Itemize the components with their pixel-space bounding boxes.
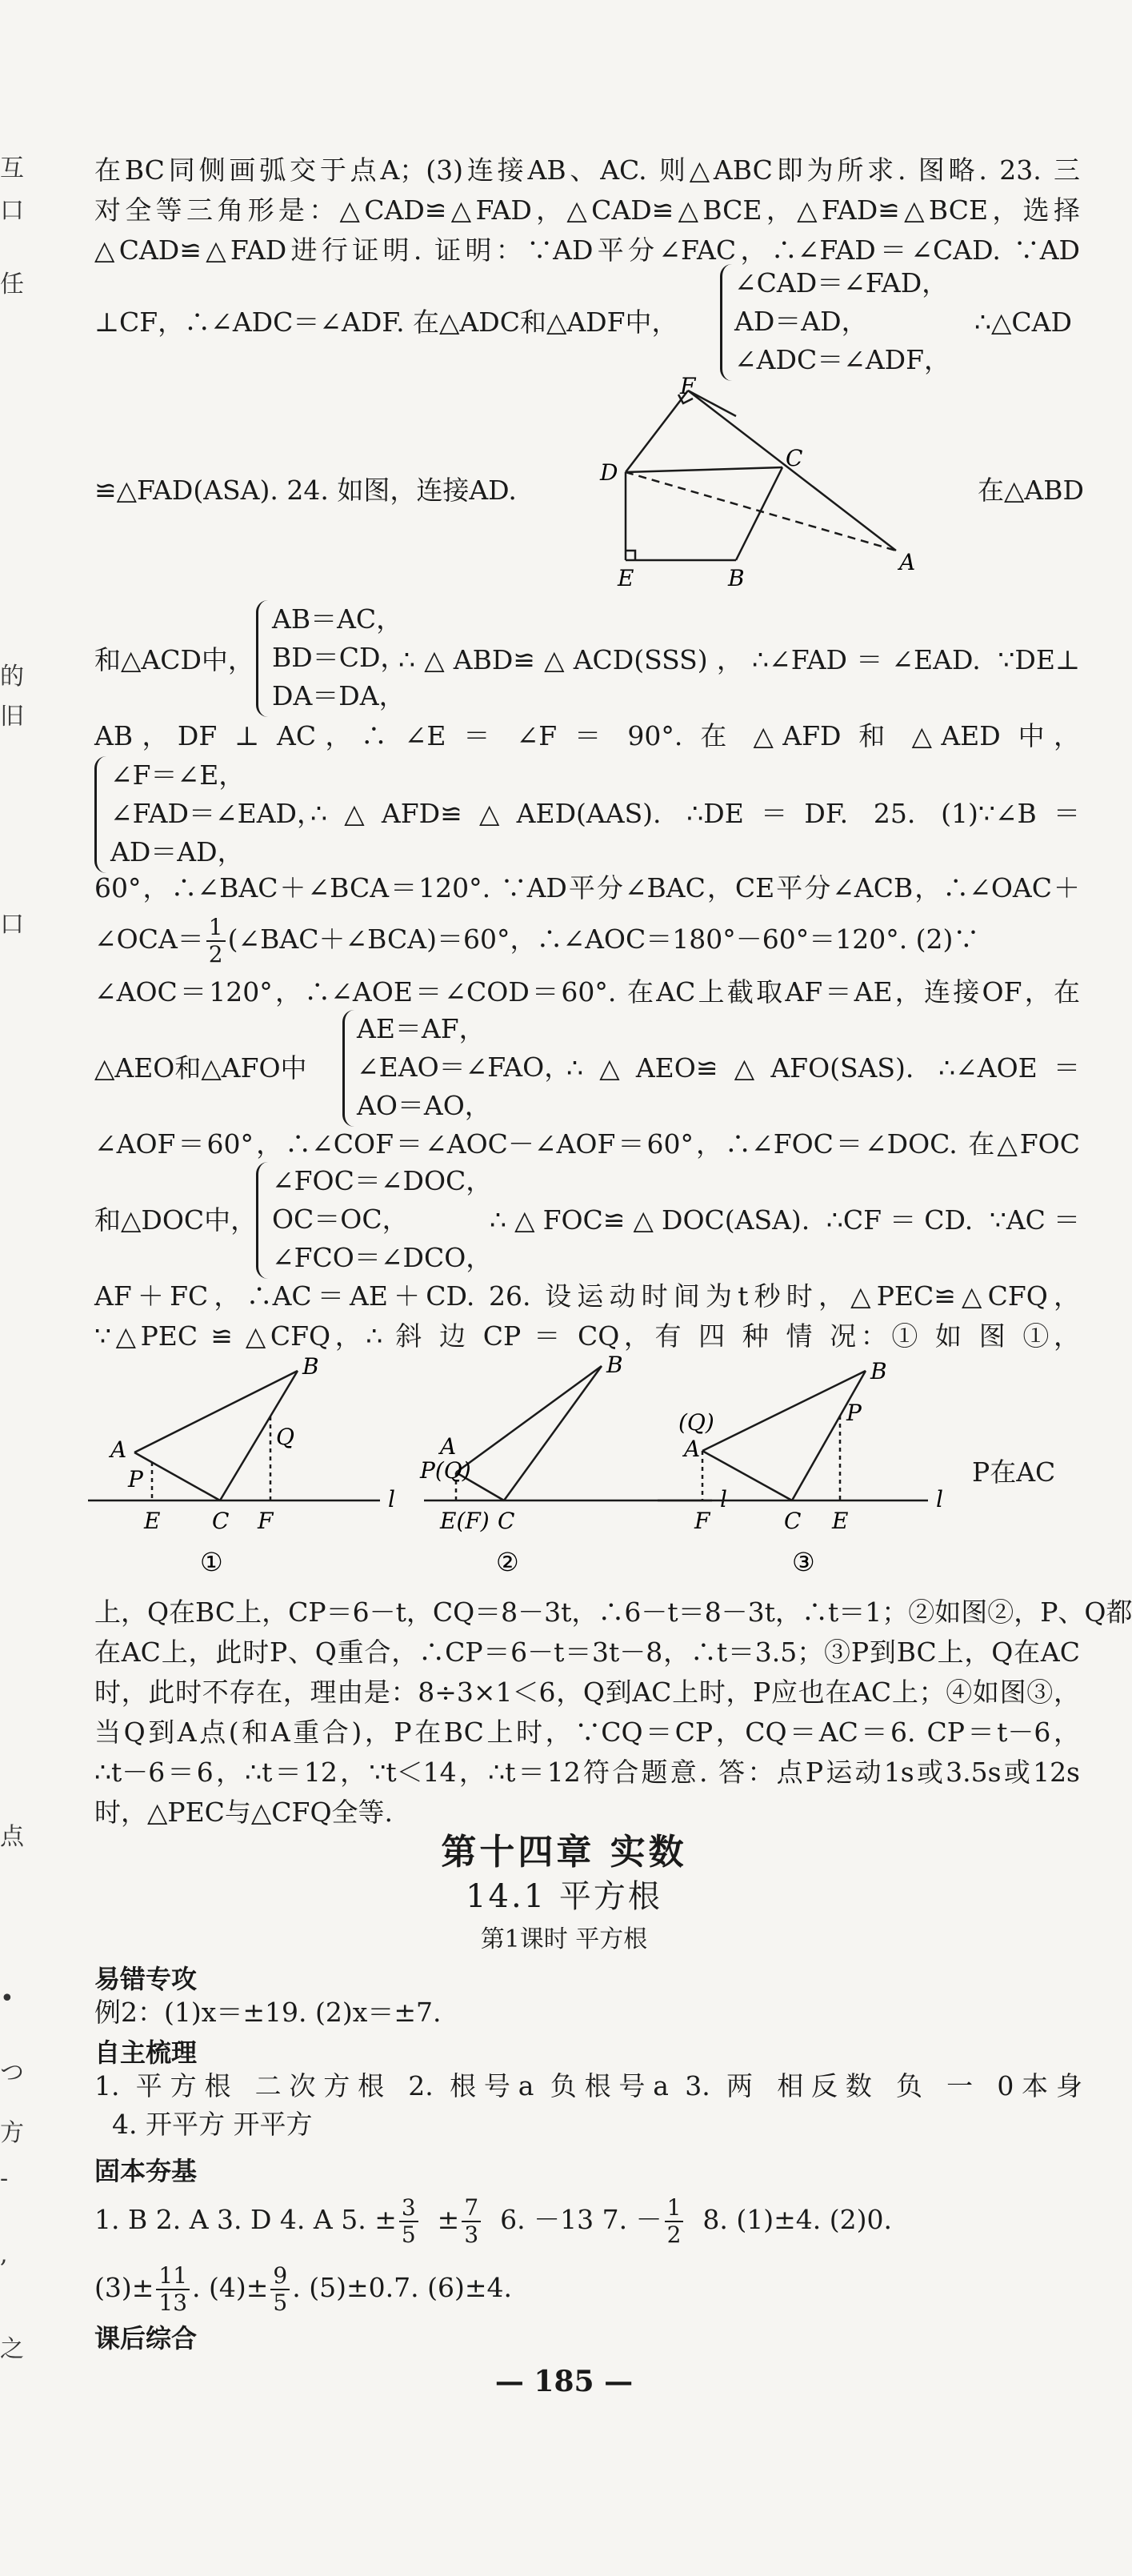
fig3-label-A: A [684, 1436, 701, 1462]
fig2-label-B: B [606, 1352, 623, 1378]
fig1-label-Q: Q [276, 1424, 294, 1450]
fig1-label-B: B [302, 1353, 319, 1380]
text-part: 8. (1)±4. (2)0. [702, 2204, 892, 2235]
fig1-number: ① [200, 1547, 223, 1577]
denominator: 2 [666, 2221, 682, 2248]
equation-system [734, 264, 950, 379]
lesson-title: 第1课时 平方根 [480, 1925, 648, 1953]
text-line: ∴△FOC≌△DOC(ASA). ∴CF＝CD. ∵AC＝ [490, 1204, 1080, 1236]
text-line: 和△ACD中， [94, 644, 254, 675]
chapter-title: 第十四章 实数 [441, 1832, 687, 1873]
text-part: 6. －13 7. － [500, 2204, 662, 2235]
denominator: 5 [401, 2221, 416, 2248]
margin-char: • [0, 1985, 14, 2013]
margin-char: 口 [0, 911, 24, 939]
section-heading: 自主梳理 [94, 2037, 198, 2068]
text-line: 当Q到A点(和A重合)，P在BC上时，∵CQ＝CP，CQ＝AC＝6. CP＝t－6， [94, 1717, 1080, 1748]
margin-char: 任 [0, 270, 24, 298]
section-heading: 课后综合 [94, 2323, 198, 2354]
text-line: 例2：(1)x＝±19. (2)x＝±7. [94, 1997, 442, 2028]
text-line: P在AC [972, 1456, 1056, 1488]
label-B: B [728, 565, 745, 591]
label-E: E [618, 565, 634, 591]
fig3-label-E: E [832, 1508, 849, 1534]
numerator: 3 [399, 2197, 418, 2222]
section-title: 14.1 平方根 [466, 1878, 662, 1915]
text-line: AB，DF ⊥ AC，∴ ∠E ＝ ∠F ＝ 90°. 在 △AFD 和 △AED 中， [94, 720, 1080, 751]
text-line [94, 2194, 892, 2248]
denominator: 13 [158, 2290, 188, 2316]
equation: AO＝AO， [357, 1090, 491, 1121]
text-part: (∠BAC＋∠BCA)＝60°，∴∠AOC＝180°－60°＝120°. (2)∵ [227, 923, 980, 955]
denominator: 5 [273, 2290, 288, 2316]
equation: BD＝CD， [272, 642, 407, 673]
fig1-label-E: E [144, 1508, 161, 1534]
margin-char: 旧 [0, 703, 24, 731]
equation-system [110, 756, 323, 871]
fig3-number: ③ [792, 1547, 815, 1577]
fig3-label-Q: (Q) [678, 1409, 714, 1436]
text-line: ⊥CF，∴∠ADC＝∠ADF. 在△ADC和△ADF中， [94, 306, 678, 338]
margin-char: つ [0, 2059, 24, 2087]
text-line [94, 2262, 512, 2316]
fig1-label-F: F [258, 1508, 274, 1534]
fig2-label-PQ: P(Q) [420, 1457, 471, 1484]
page-number: — 185 — [494, 2365, 634, 2398]
fig2-label-A: A [440, 1433, 457, 1460]
text-line: △AEO和△AFO中 [94, 1052, 307, 1084]
section-heading: 固本夯基 [94, 2156, 198, 2186]
margin-char: , [0, 2241, 8, 2269]
text-line: 上，Q在BC上，CP＝6－t，CQ＝8－3t，∴6－t＝8－3t，∴t＝1；②如图②，P、Q都 [94, 1596, 1132, 1628]
numerator: 1 [206, 916, 226, 942]
text-line: ∠AOC＝120°，∴∠AOE＝∠COD＝60°. 在AC上截取AF＝AE，连接OF，在 [94, 976, 1080, 1008]
equation: ∠F＝∠E， [110, 759, 246, 791]
margin-char: 之 [0, 2335, 24, 2363]
text-line: ∴t－6＝6，∴t＝12，∵t＜14，∴t＝12符合题意. 答：点P运动1s或3.5s或12s [94, 1757, 1080, 1788]
label-D: D [600, 459, 618, 486]
numerator: 1 [665, 2197, 684, 2222]
fraction [270, 2262, 290, 2316]
text-line: ∴△AFD≌△AED(AAS). ∴DE＝DF. 25. (1)∵∠B＝ [310, 798, 1080, 829]
fraction [462, 2194, 481, 2248]
text-line: △CAD≌△FAD进行证明. 证明：∵AD平分∠FAC，∴∠FAD＝∠CAD. ∵AD [94, 234, 1080, 266]
brace [256, 600, 268, 717]
equation: ∠FAD＝∠EAD， [110, 798, 323, 829]
label-C: C [786, 445, 803, 471]
equation: ∠FOC＝∠DOC， [272, 1165, 493, 1196]
text-line: AF＋FC，∴AC＝AE＋CD. 26. 设运动时间为t秒时，△PEC≌△CFQ， [94, 1280, 1080, 1312]
text-part: ∠OCA＝ [94, 923, 204, 955]
brace [256, 1162, 268, 1279]
denominator: 3 [464, 2221, 479, 2248]
text-part: . (5)±0.7. (6)±4. [292, 2272, 512, 2303]
text-part: (3)± [94, 2272, 154, 2303]
text-line: 4. 开平方 开平方 [112, 2109, 313, 2140]
margin-char: 口 [0, 197, 24, 225]
equation: ∠FCO＝∠DCO， [272, 1242, 493, 1273]
text-line: 对全等三角形是：△CAD≌△FAD，△CAD≌△BCE，△FAD≌△BCE，选择 [94, 194, 1080, 226]
equation: ∠ADC＝∠ADF， [734, 344, 951, 375]
margin-char: 互 [0, 154, 24, 182]
text-line: 和△DOC中， [94, 1204, 258, 1236]
margin-char: 的 [0, 663, 24, 691]
brace [720, 264, 732, 381]
equation: ∠EAO＝∠FAO， [357, 1052, 571, 1083]
text-line: 在AC上，此时P、Q重合，∴CP＝6－t＝3t－8，∴t＝3.5；③P到BC上，Q在AC [94, 1637, 1080, 1668]
text-part: . (4)± [192, 2272, 269, 2303]
text-line [94, 916, 1080, 966]
brace [342, 1010, 354, 1127]
numerator: 7 [462, 2197, 481, 2222]
label-A: A [899, 549, 916, 575]
text-part: ± [437, 2204, 460, 2235]
equation: AB＝AC， [272, 603, 403, 635]
label-F: F [680, 373, 696, 399]
numerator: 11 [156, 2265, 190, 2290]
text-line: ∴△CAD [974, 306, 1072, 338]
fig2-number: ② [496, 1547, 519, 1577]
fig2-label-C: C [498, 1508, 515, 1534]
text-line: 时，△PEC与△CFQ全等. [94, 1797, 393, 1828]
fraction [399, 2194, 418, 2248]
numerator: 9 [270, 2265, 290, 2290]
fraction-half [206, 916, 226, 966]
margin-char: 方 [0, 2119, 24, 2147]
fig3-label-B: B [870, 1358, 887, 1384]
text-line: ∴△ABD≌△ACD(SSS)，∴∠FAD＝∠EAD. ∵DE⊥ [398, 644, 1080, 675]
fraction [156, 2262, 190, 2316]
fig1-label-C: C [212, 1508, 230, 1534]
section-heading: 易错专攻 [94, 1964, 198, 1994]
fraction [665, 2194, 684, 2248]
text-line: 在△ABD [978, 475, 1084, 506]
fig1-label-P: P [128, 1466, 143, 1492]
text-line: ∵△PEC ≌ △CFQ，∴ 斜 边 CP ＝ CQ，有 四 种 情 况：① 如 图 ①， [94, 1320, 1080, 1352]
fig2-label-EF: E(F) [440, 1508, 490, 1534]
text-part: 1. B 2. A 3. D 4. A 5. ± [94, 2204, 397, 2235]
margin-char: 点 [0, 1823, 24, 1851]
equation: ∠CAD＝∠FAD， [734, 267, 949, 298]
equation: OC＝OC， [272, 1204, 409, 1235]
fig3-label-l: l [936, 1486, 943, 1512]
equation: DA＝DA， [272, 680, 406, 711]
text-line: 时，此时不存在，理由是：8÷3×1＜6，Q到AC上时，P应也在AC上；④如图③， [94, 1677, 1080, 1708]
text-line: ∴△AEO≌△AFO(SAS). ∴∠AOE＝ [566, 1052, 1080, 1084]
equation: AD＝AD， [734, 306, 868, 337]
brace [94, 756, 106, 873]
left-margin-fragments [0, 0, 32, 2576]
text-line: ≌△FAD(ASA). 24. 如图，连接AD. [94, 475, 517, 506]
text-line: 在BC同侧画弧交于点A；(3)连接AB、AC. 则△ABC即为所求. 图略. 23. 三 [94, 154, 1080, 186]
fig3-label-C: C [784, 1508, 802, 1534]
text-line: 1. 平方根 二次方根 2. 根号a 负根号a 3. 两 相反数 负 一 0本身 [94, 2070, 1082, 2101]
fig3-label-P: P [846, 1400, 862, 1426]
fig3-label-F: F [694, 1508, 710, 1534]
margin-char: - [0, 2165, 9, 2193]
equation: AE＝AF， [357, 1013, 486, 1044]
fig1-label-A: A [110, 1436, 127, 1463]
figure-24 [576, 373, 916, 592]
equation-system [272, 1162, 492, 1277]
text-line: 60°，∴∠BAC＋∠BCA＝120°. ∵AD平分∠BAC，CE平分∠ACB，∴∠OAC＋ [94, 872, 1080, 903]
figure-26 [80, 1352, 976, 1588]
equation-system [272, 600, 406, 715]
denominator: 2 [208, 941, 223, 968]
fig1-label-l: l [388, 1486, 395, 1512]
equation: AD＝AD， [110, 836, 244, 867]
equation-system [357, 1010, 570, 1125]
fig2-label-l: l [720, 1486, 727, 1512]
text-line: ∠AOF＝60°，∴∠COF＝∠AOC－∠AOF＝60°，∴∠FOC＝∠DOC. 在△FOC [94, 1128, 1080, 1160]
